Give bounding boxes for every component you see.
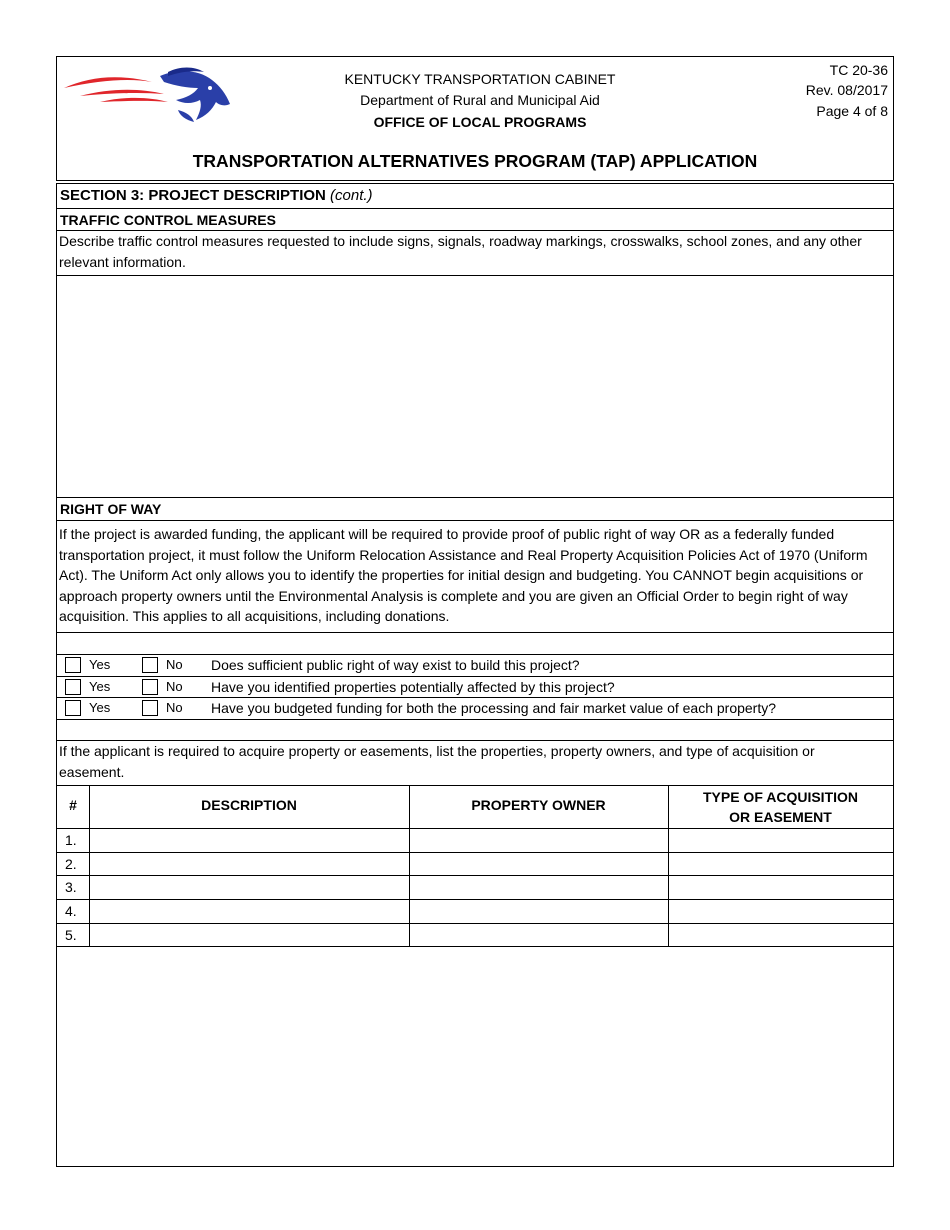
row-1-type-field[interactable] xyxy=(669,829,892,851)
row-4-description-field[interactable] xyxy=(90,900,408,922)
row-2-description-field[interactable] xyxy=(90,853,408,874)
row-2-type-field[interactable] xyxy=(669,853,892,874)
q1-no-checkbox[interactable] xyxy=(142,657,158,673)
question-3: Have you budgeted funding for both the processing and fair market value of each property? xyxy=(211,700,777,716)
traffic-control-heading: TRAFFIC CONTROL MEASURES xyxy=(60,212,276,228)
column-header-acquisition-type xyxy=(668,787,893,827)
table-bottom-divider xyxy=(57,946,893,947)
row-3-owner-field[interactable] xyxy=(410,876,667,898)
q1-yes-checkbox[interactable] xyxy=(65,657,81,673)
q3-no-label: No xyxy=(166,700,183,715)
column-header-acquisition-type-line1: TYPE OF ACQUISITION xyxy=(702,789,859,805)
office-name: OFFICE OF LOCAL PROGRAMS xyxy=(373,114,587,130)
agency-name: KENTUCKY TRANSPORTATION CABINET xyxy=(344,71,616,87)
column-header-acquisition-type-line2: OR EASEMENT xyxy=(729,809,832,825)
kytc-horse-logo-icon xyxy=(60,66,235,124)
traffic-control-response-field[interactable] xyxy=(57,276,893,496)
column-header-description: DESCRIPTION xyxy=(201,797,297,813)
form-title: TRANSPORTATION ALTERNATIVES PROGRAM (TAP) APPLICATION xyxy=(192,151,758,171)
divider xyxy=(57,208,893,209)
traffic-control-instructions: Describe traffic control measures requested to include signs, signals, roadway markings, crosswalks, school zones, and any other relevant information. xyxy=(59,233,862,270)
table-row-number: 2. xyxy=(65,856,77,872)
section-title-suffix: (cont.) xyxy=(330,187,373,204)
q2-no-label: No xyxy=(166,679,183,694)
row-5-description-field[interactable] xyxy=(90,924,408,945)
column-header-property-owner: PROPERTY OWNER xyxy=(471,797,606,813)
table-row-number: 3. xyxy=(65,879,77,895)
row-1-description-field[interactable] xyxy=(90,829,408,851)
row-5-owner-field[interactable] xyxy=(410,924,667,945)
q3-yes-checkbox[interactable] xyxy=(65,700,81,716)
divider xyxy=(57,520,893,521)
divider xyxy=(57,676,893,677)
department-name: Department of Rural and Municipal Aid xyxy=(360,92,600,108)
section-title xyxy=(60,186,373,206)
table-row-number: 5. xyxy=(65,927,77,943)
q2-yes-checkbox[interactable] xyxy=(65,679,81,695)
row-4-owner-field[interactable] xyxy=(410,900,667,922)
divider xyxy=(57,654,893,655)
q1-yes-label: Yes xyxy=(89,657,111,672)
revision-date: Rev. 08/2017 xyxy=(805,82,888,98)
row-2-owner-field[interactable] xyxy=(410,853,667,874)
q2-no-checkbox[interactable] xyxy=(142,679,158,695)
q3-yes-label: Yes xyxy=(89,700,111,715)
row-5-type-field[interactable] xyxy=(669,924,892,945)
q1-no-label: No xyxy=(166,657,183,672)
row-3-description-field[interactable] xyxy=(90,876,408,898)
divider xyxy=(57,719,893,720)
row-1-owner-field[interactable] xyxy=(410,829,667,851)
q2-yes-label: Yes xyxy=(89,679,111,694)
page-number: Page 4 of 8 xyxy=(816,103,888,119)
divider xyxy=(57,632,893,633)
question-2: Have you identified properties potentially affected by this project? xyxy=(211,679,615,695)
question-1: Does sufficient public right of way exist to build this project? xyxy=(211,657,580,673)
form-number: TC 20-36 xyxy=(829,62,888,78)
divider xyxy=(57,785,893,786)
q3-no-checkbox[interactable] xyxy=(142,700,158,716)
row-4-type-field[interactable] xyxy=(669,900,892,922)
table-row-number: 4. xyxy=(65,903,77,919)
right-of-way-paragraph: If the project is awarded funding, the applicant will be required to provide proof of public right of way OR as a federally funded transportation project, it must follow the Uniform Relocation Assistance and Real Property Acquisition Policies Act of 1970 (Uniform Act). The Uniform Act only allows you to identify the properties for initial design and budgeting. You CANNOT begin acquisitions or approach property owners until the Environmental Analysis is complete and you are given an Official Order to begin right of way acquisition. This applies to all acquisitions, including donations. xyxy=(59,526,868,624)
section-title-text: SECTION 3: PROJECT DESCRIPTION xyxy=(60,187,326,204)
divider xyxy=(57,497,893,498)
row-3-type-field[interactable] xyxy=(669,876,892,898)
column-header-num: # xyxy=(69,797,77,813)
right-of-way-heading: RIGHT OF WAY xyxy=(60,501,162,517)
acquisition-instructions: If the applicant is required to acquire property or easements, list the properties, property owners, and type of acquisition or easement. xyxy=(59,743,815,780)
table-row-number: 1. xyxy=(65,832,77,848)
divider xyxy=(57,697,893,698)
